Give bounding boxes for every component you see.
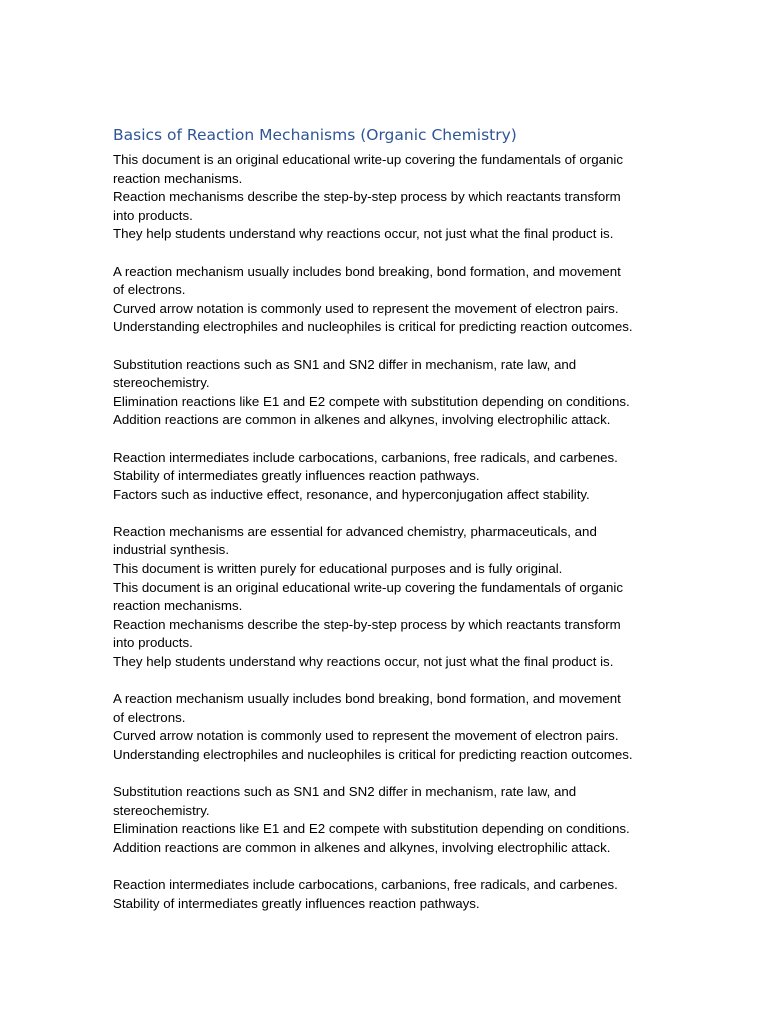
- paragraph-line: Reaction mechanisms are essential for advanced chemistry, pharmaceuticals, and: [113, 523, 597, 539]
- paragraph-line: Addition reactions are common in alkenes and alkynes, involving electrophilic attack.: [113, 839, 611, 855]
- paragraph-line: Substitution reactions such as SN1 and SN2 differ in mechanism, rate law, and: [113, 784, 577, 800]
- paragraph-line: Factors such as inductive effect, resonance, and hyperconjugation affect stability.: [113, 486, 590, 502]
- paragraph-line: A reaction mechanism usually includes bond breaking, bond formation, and movement: [113, 263, 621, 279]
- paragraph-line: This document is an original educational write-up covering the fundamentals of organic: [113, 152, 624, 167]
- paragraph-line: stereochemistry.: [113, 802, 210, 818]
- paragraph-line: This document is an original educational write-up covering the fundamentals of organic: [113, 579, 624, 595]
- paragraph-line: Curved arrow notation is commonly used to represent the movement of electron pairs.: [113, 300, 619, 316]
- paragraph-line: stereochemistry.: [113, 375, 210, 391]
- paragraph-line: into products.: [113, 635, 193, 651]
- paragraph-line: Understanding electrophiles and nucleophiles is critical for predicting reaction outcomes.: [113, 747, 633, 762]
- paragraph-line: Stability of intermediates greatly influences reaction pathways.: [113, 895, 480, 911]
- paragraph-line: Reaction mechanisms describe the step-by-step process by which reactants transform: [113, 616, 621, 632]
- paragraph-line: of electrons.: [113, 282, 186, 298]
- document-title: Basics of Reaction Mechanisms (Organic Chemistry): [113, 126, 517, 144]
- paragraph-line: Stability of intermediates greatly influences reaction pathways.: [113, 468, 480, 484]
- paragraph: [113, 356, 673, 430]
- paragraph: [113, 449, 673, 505]
- paragraph-line: into products.: [113, 207, 193, 223]
- paragraph: [113, 151, 673, 244]
- paragraph-line: Reaction intermediates include carbocations, carbanions, free radicals, and carbenes.: [113, 449, 618, 465]
- document-body: [113, 124, 673, 932]
- paragraph-line: A reaction mechanism usually includes bond breaking, bond formation, and movement: [113, 691, 621, 707]
- paragraph-line: They help students understand why reactions occur, not just what the final product is.: [113, 226, 614, 242]
- paragraph-line: Substitution reactions such as SN1 and SN2 differ in mechanism, rate law, and: [113, 356, 577, 372]
- paragraph-line: Understanding electrophiles and nucleophiles is critical for predicting reaction outcomes.: [113, 319, 633, 335]
- paragraph: [113, 523, 673, 672]
- paragraph-line: industrial synthesis.: [113, 542, 230, 558]
- paragraph-line: Curved arrow notation is commonly used to represent the movement of electron pairs.: [113, 728, 619, 744]
- paragraph-line: of electrons.: [113, 709, 186, 725]
- paragraph: [113, 876, 673, 913]
- paragraph-line: reaction mechanisms.: [113, 598, 243, 614]
- paragraph: [113, 783, 673, 857]
- paragraph-line: Reaction intermediates include carbocations, carbanions, free radicals, and carbenes.: [113, 877, 618, 893]
- paragraph-line: This document is written purely for educational purposes and is fully original.: [113, 561, 563, 577]
- paragraph-line: Elimination reactions like E1 and E2 compete with substitution depending on conditions.: [113, 393, 630, 409]
- paragraph-line: They help students understand why reactions occur, not just what the final product is.: [113, 654, 614, 670]
- paragraph: [113, 263, 673, 337]
- paragraph-line: Elimination reactions like E1 and E2 compete with substitution depending on conditions.: [113, 821, 630, 837]
- paragraph-line: Addition reactions are common in alkenes and alkynes, involving electrophilic attack.: [113, 412, 611, 428]
- paragraph-line: Reaction mechanisms describe the step-by-step process by which reactants transform: [113, 189, 621, 205]
- paragraph-line: reaction mechanisms.: [113, 170, 243, 186]
- paragraph: [113, 690, 673, 764]
